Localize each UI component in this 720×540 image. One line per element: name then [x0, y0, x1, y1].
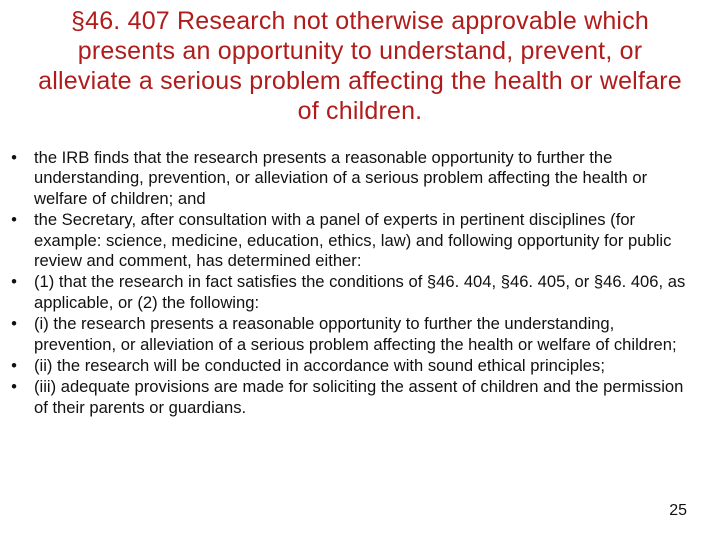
slide-title: §46. 407 Research not otherwise approvable which presents an opportunity to understand, prevent, or alleviate a serious problem affecting the health or welfare of children.: [38, 7, 682, 125]
bullet-item: [6, 272, 696, 313]
bullet-text: the Secretary, after consultation with a panel of experts in pertinent disciplines (for example: science, medicine, education, ethics, law) and following opportunity for public review and comment, has determined either:: [34, 210, 672, 271]
bullet-item: [6, 148, 696, 209]
bullet-text: (i) the research presents a reasonable opportunity to further the understanding, prevention, or alleviation of a serious problem affecting the health or welfare of children;: [34, 314, 677, 354]
bullet-icon: •: [11, 314, 17, 334]
bullet-icon: •: [11, 377, 17, 397]
bullet-icon: •: [11, 356, 17, 376]
bullet-text: (iii) adequate provisions are made for soliciting the assent of children and the permission of their parents or guardians.: [34, 377, 684, 417]
page-number: 25: [669, 502, 687, 519]
bullet-item: [6, 314, 696, 355]
bullet-item: [6, 210, 696, 271]
bullet-text: the IRB finds that the research presents a reasonable opportunity to further the understanding, prevention, or alleviation of a serious problem affecting the health or welfare of children; and: [34, 148, 648, 208]
bullet-item: [6, 356, 696, 376]
bullet-text: (ii) the research will be conducted in accordance with sound ethical principles;: [34, 356, 605, 376]
bullet-icon: •: [11, 272, 17, 292]
bullet-icon: •: [11, 210, 17, 230]
bullet-list: [6, 148, 696, 419]
bullet-icon: •: [11, 148, 17, 167]
bullet-text: (1) that the research in fact satisfies the conditions of §46. 404, §46. 405, or §46. 406, as applicable, or (2) the following:: [34, 272, 686, 312]
bullet-item: [6, 377, 696, 418]
